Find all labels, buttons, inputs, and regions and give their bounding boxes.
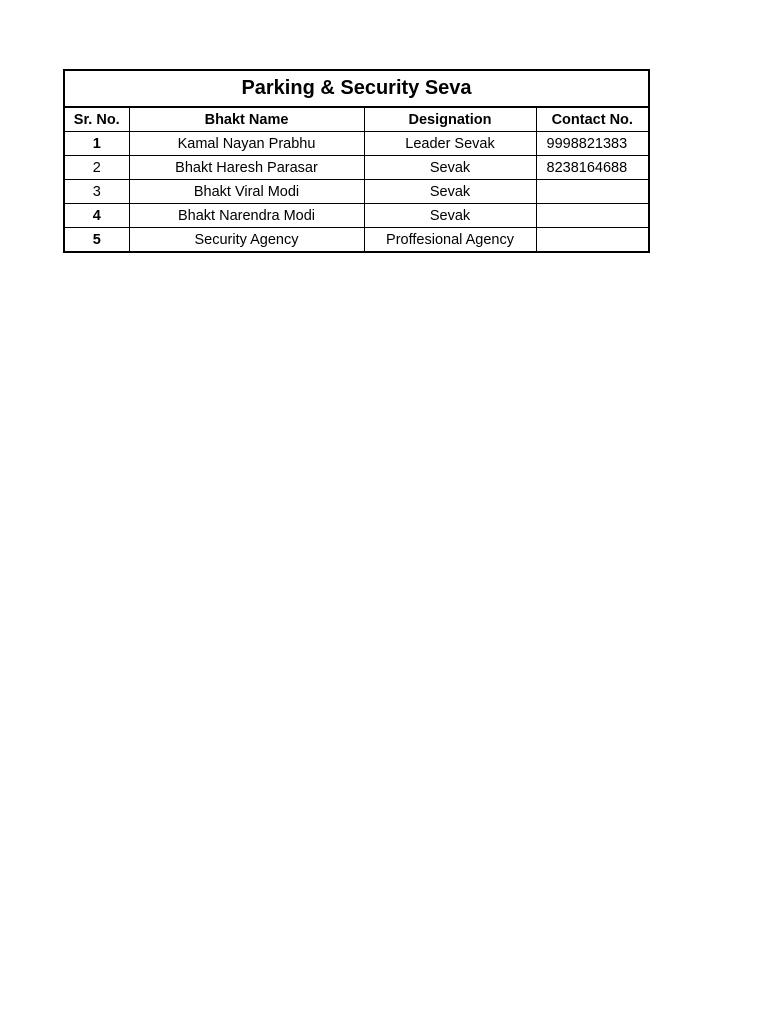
cell-bhakt-name: Security Agency — [129, 228, 364, 252]
cell-sr-no: 3 — [65, 180, 129, 204]
table-row — [65, 156, 648, 180]
header-sr-no: Sr. No. — [65, 108, 129, 132]
sheet-title: Parking & Security Seva — [65, 71, 648, 108]
header-contact-no: Contact No. — [536, 108, 648, 132]
cell-contact-no — [536, 204, 648, 228]
header-row — [65, 108, 648, 132]
cell-bhakt-name: Kamal Nayan Prabhu — [129, 132, 364, 156]
header-designation: Designation — [364, 108, 536, 132]
cell-designation: Sevak — [364, 156, 536, 180]
table-row — [65, 228, 648, 252]
table-row — [65, 180, 648, 204]
cell-contact-no — [536, 228, 648, 252]
seva-table-sheet — [63, 69, 650, 253]
table-row — [65, 132, 648, 156]
cell-designation: Leader Sevak — [364, 132, 536, 156]
cell-designation: Sevak — [364, 180, 536, 204]
cell-contact-no — [536, 180, 648, 204]
cell-bhakt-name: Bhakt Viral Modi — [129, 180, 364, 204]
cell-bhakt-name: Bhakt Narendra Modi — [129, 204, 364, 228]
header-bhakt-name: Bhakt Name — [129, 108, 364, 132]
cell-contact-no: 9998821383 — [536, 132, 648, 156]
cell-designation: Proffesional Agency — [364, 228, 536, 252]
cell-bhakt-name: Bhakt Haresh Parasar — [129, 156, 364, 180]
seva-table — [65, 108, 648, 251]
cell-contact-no: 8238164688 — [536, 156, 648, 180]
cell-sr-no: 4 — [65, 204, 129, 228]
cell-designation: Sevak — [364, 204, 536, 228]
cell-sr-no: 1 — [65, 132, 129, 156]
table-row — [65, 204, 648, 228]
cell-sr-no: 5 — [65, 228, 129, 252]
cell-sr-no: 2 — [65, 156, 129, 180]
